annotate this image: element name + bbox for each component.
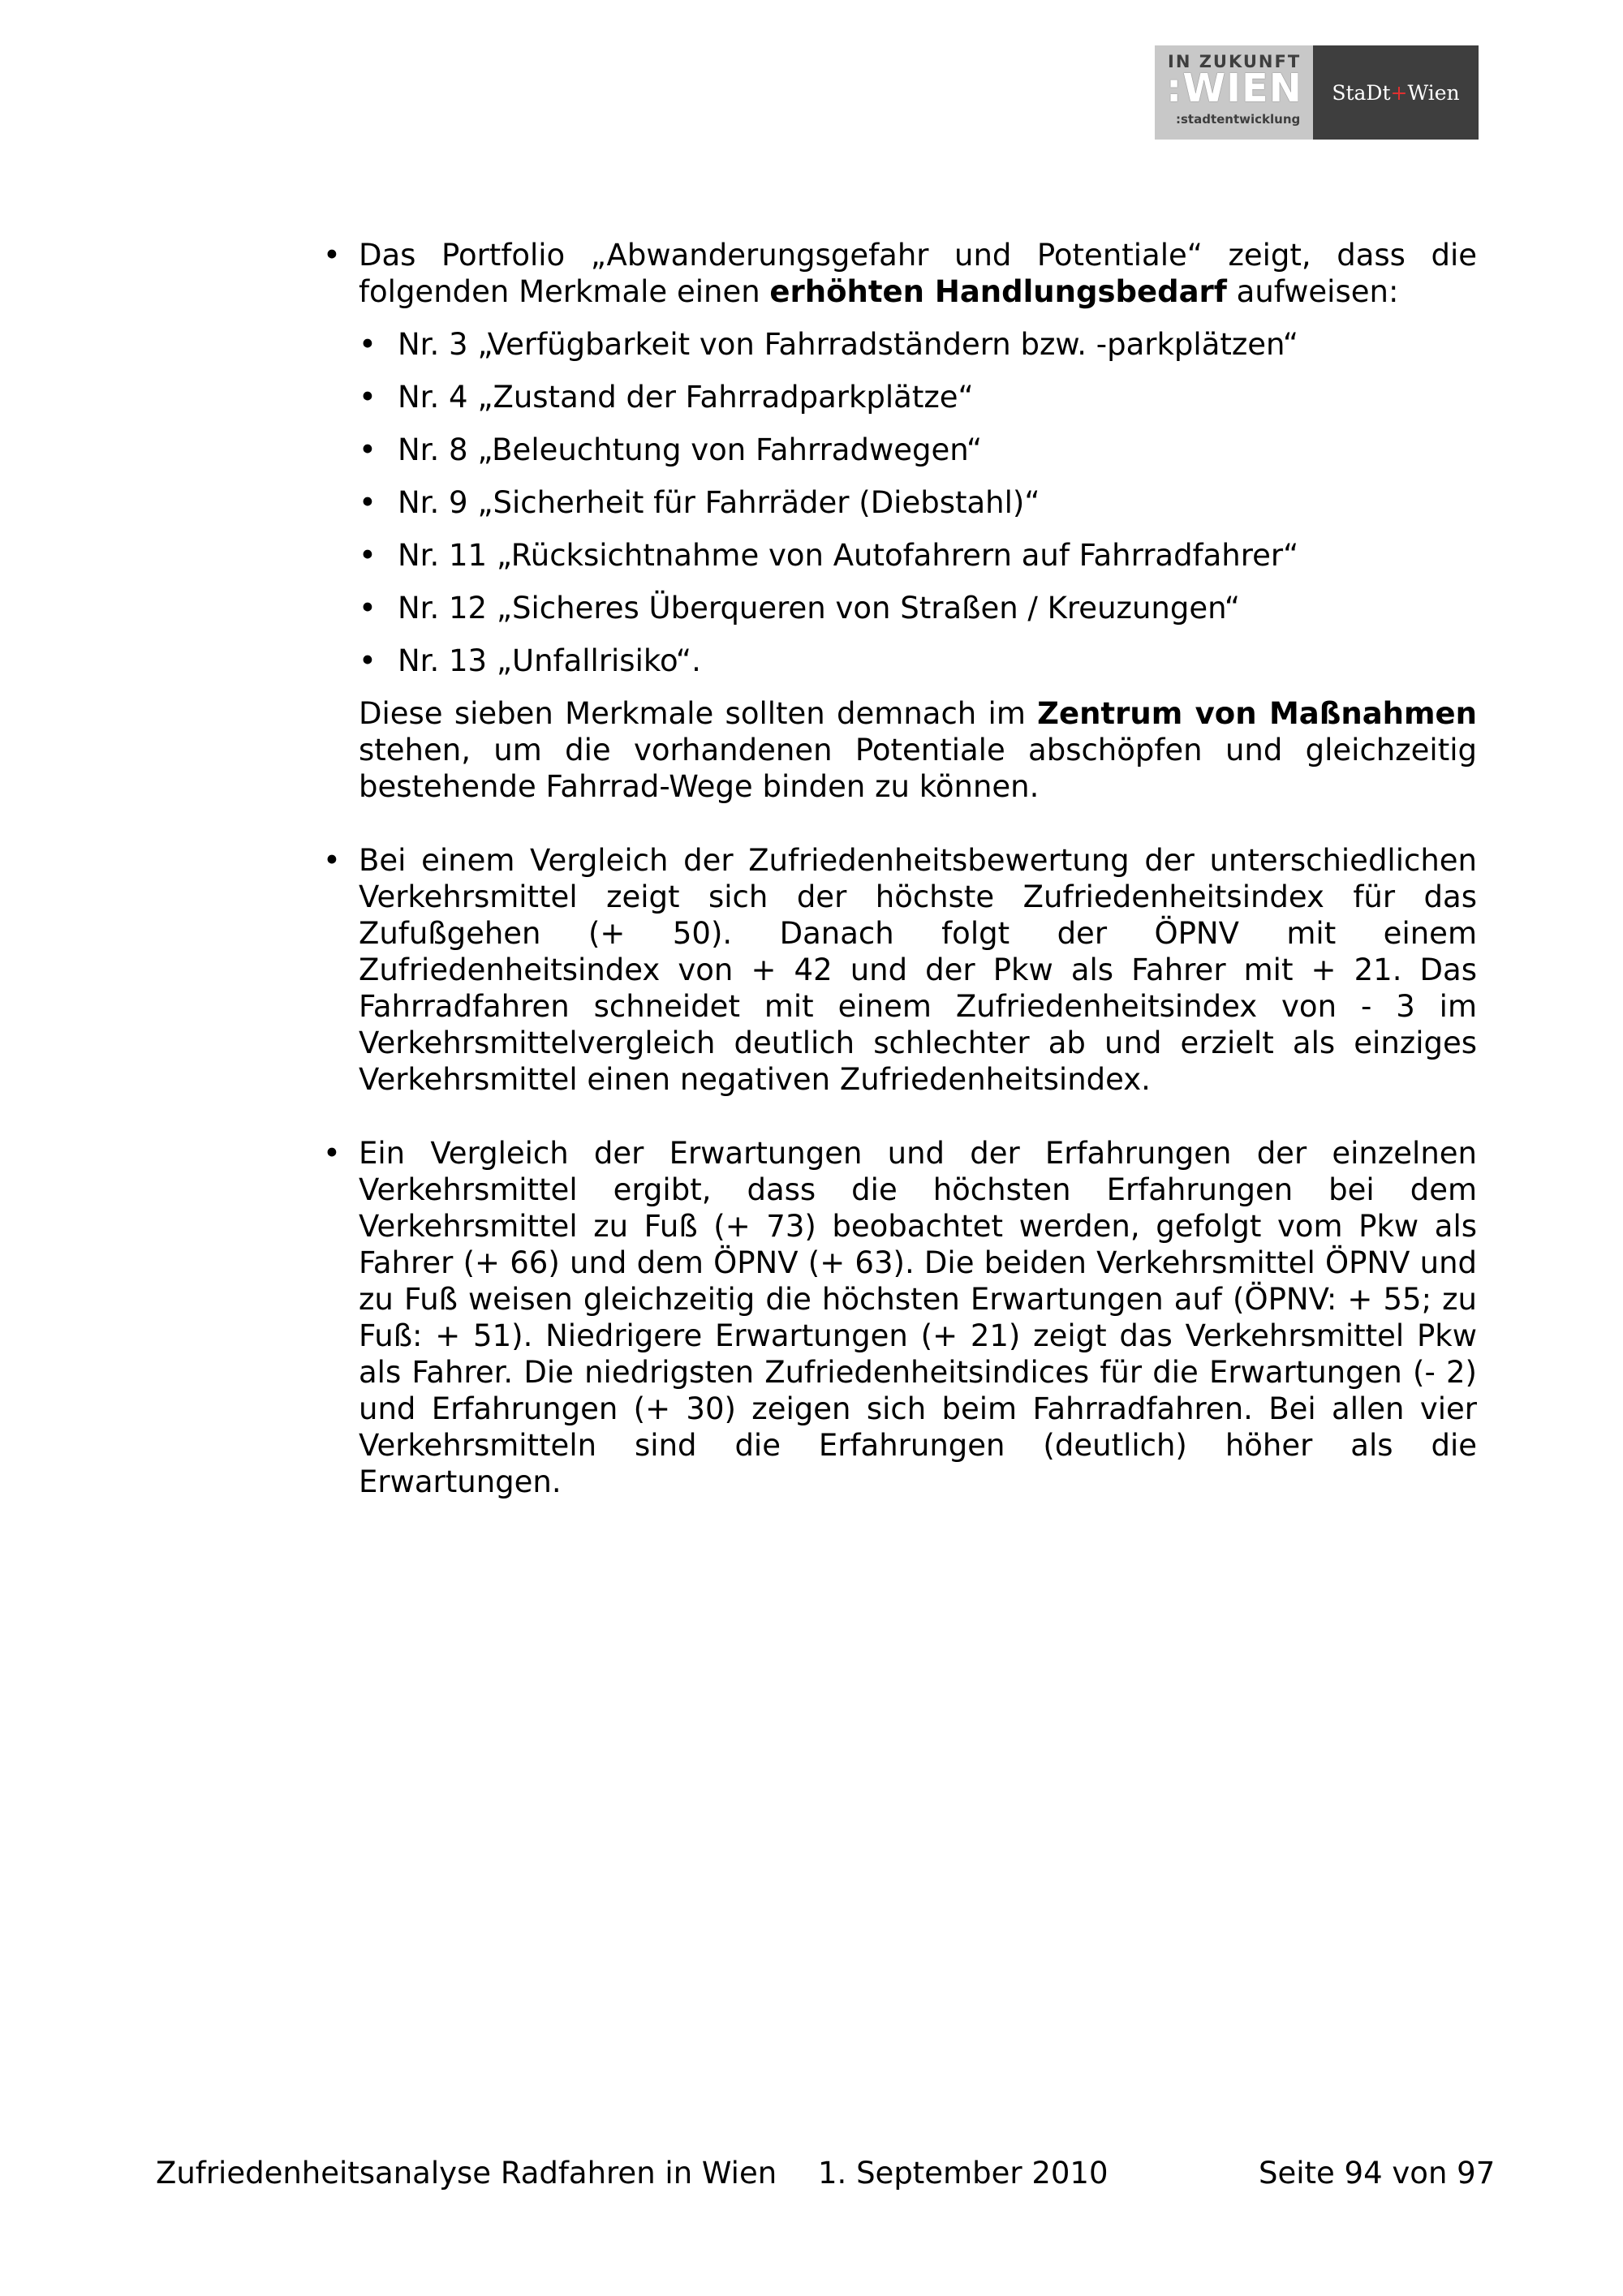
logo-sub-text: :stadtentwicklung (1176, 112, 1301, 127)
logo-stadt-wien-block (1313, 45, 1479, 140)
logo-top-text: IN ZUKUNFT (1168, 52, 1302, 71)
footer-page-number: Seite 94 von 97 (1259, 2156, 1496, 2191)
logo-main-text: :WIEN (1166, 66, 1302, 111)
logo-wien-block (1155, 45, 1313, 140)
footer-title: Zufriedenheitsanalyse Radfahren in Wien (156, 2156, 777, 2191)
bullet-item-zufriedenheit (318, 842, 1477, 1098)
bullet-item-portfolio (318, 237, 1477, 310)
list-item: • Nr. 11 „Rücksichtnahme von Autofahrern auf Fahrradfahrer“ (359, 538, 1299, 573)
list-item: • Nr. 4 „Zustand der Fahrradparkplätze“ (359, 380, 974, 415)
bullet-item-erwartungen (318, 1135, 1477, 1500)
bullet-paragraph: Bei einem Vergleich der Zufriedenheitsbewertung der unterschiedlichen Verkehrsmittel zeigt sich der höchste Zufriedenheitsindex für das Zufußgehen (+ 50). Danach folgt der ÖPNV mit einem Zufriedenheitsindex von + 42 und der Pkw als Fahrer mit + 21. Das Fahrradfahren schneidet mit einem Zufriedenheitsindex von - 3 im Verkehrsmittelvergleich deutlich schlechter ab und erzielt als einziges Verkehrsmittel einen negativen Zufriedenheitsindex. (359, 843, 1477, 1097)
logo-stadt-wien-text: StaDt+Wien (1332, 80, 1460, 105)
list-item: • Nr. 13 „Unfallrisiko“. (359, 643, 701, 678)
conclusion-paragraph: Diese sieben Merkmale sollten demnach im Zentrum von Maßnahmen stehen, um die vorhandenen Potentiale abschöpfen und gleichzeitig bestehende Fahrrad-Wege binden zu können. (359, 696, 1477, 804)
bullet-icon: • (323, 843, 341, 878)
list-item: • Nr. 3 „Verfügbarkeit von Fahrradständern bzw. -parkplätzen“ (359, 327, 1298, 362)
list-item: • Nr. 9 „Sicherheit für Fahrräder (Diebstahl)“ (359, 485, 1040, 520)
bullet-paragraph: Das Portfolio „Abwanderungsgefahr und Potentiale“ zeigt, dass die folgenden Merkmale einen erhöhten Handlungsbedarf aufweisen: (359, 238, 1477, 309)
logo (1155, 45, 1479, 140)
bullet-paragraph: Ein Vergleich der Erwartungen und der Erfahrungen der einzelnen Verkehrsmittel ergibt, dass die höchsten Erfahrungen bei dem Verkehrsmittel zu Fuß (+ 73) beobachtet werden, gefolgt vom Pkw als Fahrer (+ 66) und dem ÖPNV (+ 63). Die beiden Verkehrsmittel ÖPNV und zu Fuß weisen gleichzeitig die höchsten Erwartungen auf (ÖPNV: + 55; zu Fuß: + 51). Niedrigere Erwartungen (+ 21) zeigt das Verkehrsmittel Pkw als Fahrer. Die niedrigsten Zufriedenheitsindices für die Erwartungen (- 2) und Erfahrungen (+ 30) zeigen sich beim Fahrradfahren. Bei allen vier Verkehrsmitteln sind die Erfahrungen (deutlich) höher als die Erwartungen. (359, 1136, 1477, 1499)
list-item: • Nr. 8 „Beleuchtung von Fahrradwegen“ (359, 432, 983, 467)
bullet-icon: • (323, 1136, 341, 1171)
footer-date: 1. September 2010 (818, 2156, 1109, 2191)
bullet-icon: • (323, 238, 341, 273)
feature-list (318, 326, 1477, 679)
list-item: • Nr. 12 „Sicheres Überqueren von Straßen / Kreuzungen“ (359, 591, 1241, 626)
document-body (318, 237, 1477, 1500)
